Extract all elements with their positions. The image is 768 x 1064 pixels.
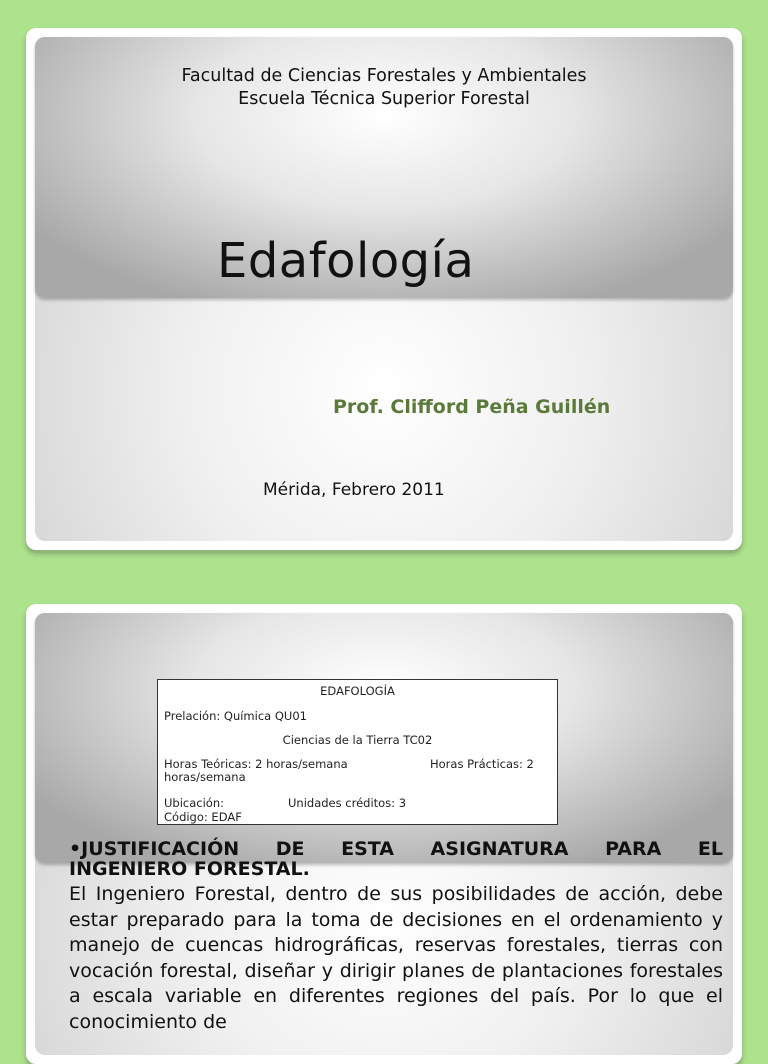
earth-sciences-text: Ciencias de la Tierra TC02	[282, 733, 433, 747]
credit-units-text: Unidades créditos: 3	[288, 796, 407, 810]
practice-hours-text: Horas Prácticas: 2	[430, 757, 534, 771]
theory-hours-label: Horas Teóricas: 2 horas/semana	[164, 757, 348, 771]
justification-heading-line2: INGENIERO FORESTAL.	[69, 857, 310, 880]
justification-paragraph: El Ingeniero Forestal, dentro de sus posibilidades de acción, debe estar preparado para la toma de decisiones en el ordenamiento y manejo de cuencas hidrográficas, reservas forestales, tierras con vocación forestal, diseñar y dirigir planes de plantaciones forestales a escala variable en diferentes regiones del país. Por lo que el conocimiento de	[69, 883, 723, 1033]
box-title: EDAFOLOGÍA	[320, 684, 395, 698]
school-name: Escuela Técnica Superior Forestal	[238, 89, 530, 109]
location-text: Ubicación:	[164, 796, 224, 810]
course-info-box	[157, 679, 558, 825]
justification-heading: •JUSTIFICACIÓN DE ESTA ASIGNATURA PARA EL	[69, 838, 723, 860]
course-info-slide	[26, 604, 742, 1064]
course-code-text: Código: EDAF	[164, 810, 242, 824]
hours-per-week-text: horas/semana	[164, 770, 246, 784]
slide-title: Edafología	[217, 233, 475, 289]
title-slide	[26, 28, 742, 550]
slide-background	[35, 613, 733, 1055]
prerequisite-text: Prelación: Química QU01	[164, 709, 307, 723]
institution-text	[35, 65, 733, 111]
faculty-name: Facultad de Ciencias Forestales y Ambientales	[181, 66, 587, 86]
professor-name: Prof. Clifford Peña Guillén	[333, 396, 611, 418]
slide-background	[35, 37, 733, 541]
justification-section	[69, 837, 723, 1035]
presentation-date: Mérida, Febrero 2011	[263, 480, 445, 500]
theory-hours-text	[164, 758, 364, 784]
